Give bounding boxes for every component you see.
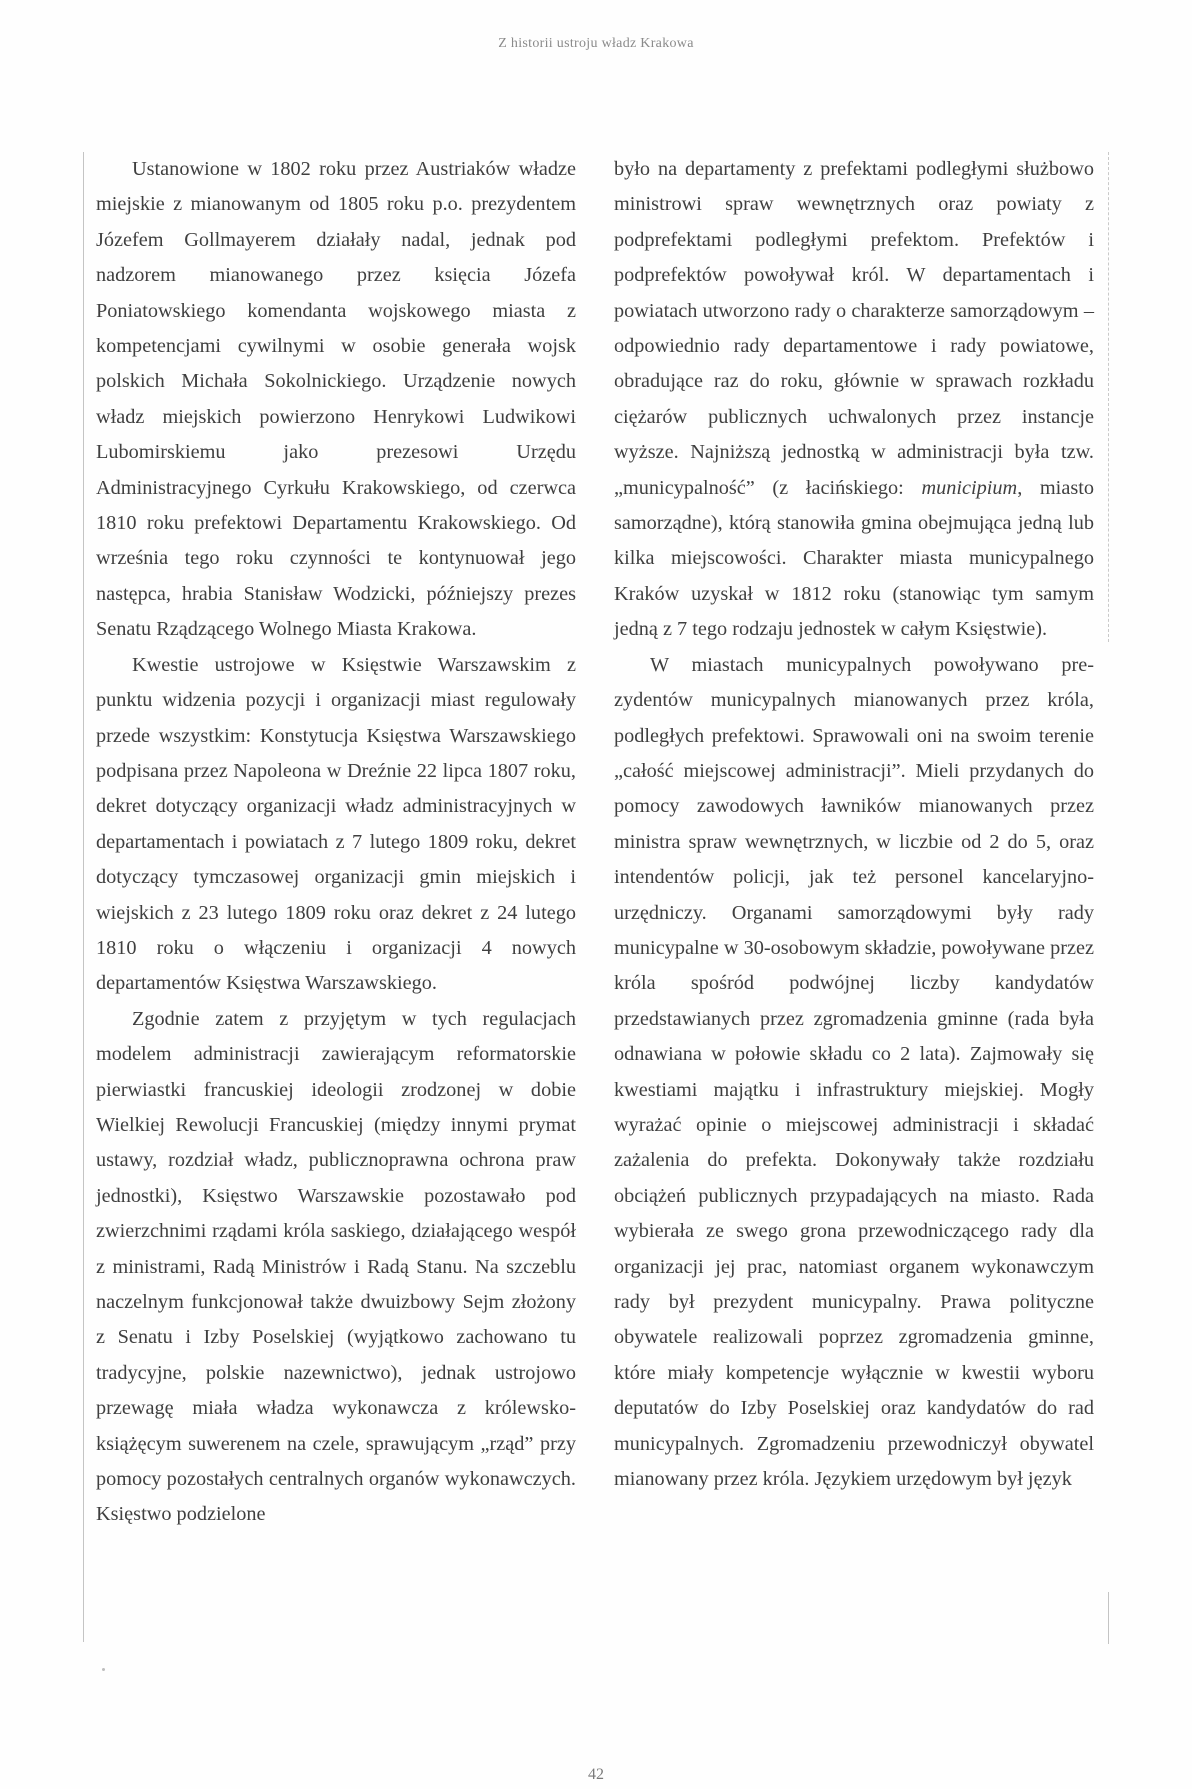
left-margin-rule xyxy=(83,152,84,1642)
right-margin-rule xyxy=(1108,152,1109,642)
paragraph: Zgodnie zatem z przyjętym w tych regulacjach modelem administracji zawierającym reformatorskie pierwiastki francuskiej ideologii zrodzonej w dobie Wielkiej Rewolucji Francuskiej (między innymi prymat ustawy, rozdział władz, publicznoprawna ochrona praw jednostki), Księstwo Warszawskie pozostawało pod zwierzchnimi rządami króla saskiego, działającego wespół z ministrami, Radą Ministrów i Radą Stanu. Na szczeblu naczelnym funkcjonował także dwuizbowy Sejm złożony z Senatu i Izby Poselskiej (wyjątkowo zachowano tu tradycyjne, polskie nazewnictwo), jednak ustrojowo przewagę miała władza wykonawcza z królewsko-książęcym suwerenem na czele, sprawującym „rząd” przy pomocy pozostałych centralnych organów wykonawczych. Księstwo podzielone xyxy=(96,1007,576,1526)
right-column xyxy=(614,152,1094,1497)
paragraph-text: , miasto samorządne), którą stanowiła gmina obejmująca jedną lub kilka miejscowości. Charakter miasta municypalnego Kraków uzyskał w 1812 roku (stanowiąc tym samym jedną z 7 tego rodzaju jednostek w całym Księstwie). xyxy=(614,476,1094,641)
paragraph-text: było na departamenty z prefektami podległymi służbowo ministrowi spraw wewnętrznych oraz powiaty z podprefektami podległymi prefektom. Prefektów i podprefektów powoływał król. W departamentach i powiatach utworzono rady o charakterze samorządowym – odpowiednio rady departamentowe i rady powiatowe, obradujące raz do roku, głównie w sprawach rozkładu ciężarów publicznych uchwalonych przez instancje wyższe. Najniższą jednostką w administracji była tzw. „municypalność” (z łacińskiego: xyxy=(614,158,1094,499)
paragraph: W miastach municypalnych powoływano prezydentów municypalnych mianowanych przez króla, podległych prefektowi. Sprawowali oni na swoim terenie „całość miejscowej administracji”. Mieli przydanych do pomocy zawodowych ławników mianowanych przez ministra spraw wewnętrznych, w liczbie od 2 do 5, oraz intendentów policji, jak też personel kancelaryjno-urzędniczy. Organami samorządowymi były rady municypalne w 30-osobowym składzie, powoływane przez króla spośród podwójnej liczby kandydatów przedstawianych przez zgromadzenia gminne (rada była odnawiana w połowie składu co 2 lata). Zajmowały się kwestiami majątku i infrastruktury miejskiej. Mogły wyrażać opinie o miejscowej administracji i składać zażalenia do prefekta. Dokonywały także rozdziału obciążeń publicznych przypadających na miasto. Rada wybierała ze swego grona przewodniczącego rady dla organizacji jej prac, natomiast organem wykonawczym rady był prezydent municypalny. Prawa polityczne obywatele realizowali poprzez zgromadzenia gminne, które miały kompetencje wyłącznie w kwestii wyboru deputatów do Izby Poselskiej oraz kandydatów do rad municypalnych. Zgromadzeniu przewodniczył obywatel mianowany przez króla. Językiem urzędowym był język xyxy=(614,653,1094,1491)
latin-term: municipium xyxy=(921,476,1018,499)
paragraph xyxy=(614,152,1094,648)
left-column xyxy=(96,152,576,1533)
paragraph: Kwestie ustrojowe w Księstwie Warszawskim z punktu widzenia pozycji i organizacji miast regulowały przede wszystkim: Konstytucja Księstwa Warszawskiego podpisana przez Napoleona w Dreźnie 22 lipca 1807 roku, dekret dotyczący organizacji władz administracyjnych w departamentach i powiatach z 7 lutego 1809 roku, dekret dotyczący tymczasowej organizacji gmin miejskich i wiejskich z 23 lutego 1809 roku oraz dekret z 24 lutego 1810 roku o włączeniu i organizacji 4 nowych departamentów Księstwa Warszawskiego. xyxy=(96,653,576,995)
paragraph: Ustanowione w 1802 roku przez Austriaków władze miejskie z mianowanym od 1805 roku p.o. prezydentem Józefem Gollmayerem działały nadal, jednak pod nadzorem mianowanego przez księcia Józefa Poniatowskiego komendanta wojskowego miasta z kompetencjami cywilnymi w osobie generała wojsk polskich Michała Sokolnickiego. Urządzenie nowych władz miejskich powierzono Henrykowi Ludwikowi Lubomirskiemu jako prezesowi Urzędu Administracyjnego Cyrkułu Krakowskiego, od czerwca 1810 roku prefektowi Departamentu Krakowskiego. Od września tego roku czynności te kontynuował jego następca, hrabia Stanisław Wodzicki, późniejszy prezes Senatu Rządzącego Wolnego Miasta Krakowa. xyxy=(96,158,576,641)
page-number: 42 xyxy=(588,1766,604,1783)
right-margin-rule-lower xyxy=(1108,1592,1109,1644)
margin-speck xyxy=(102,1668,105,1671)
running-head: Z historii ustroju władz Krakowa xyxy=(498,36,694,51)
